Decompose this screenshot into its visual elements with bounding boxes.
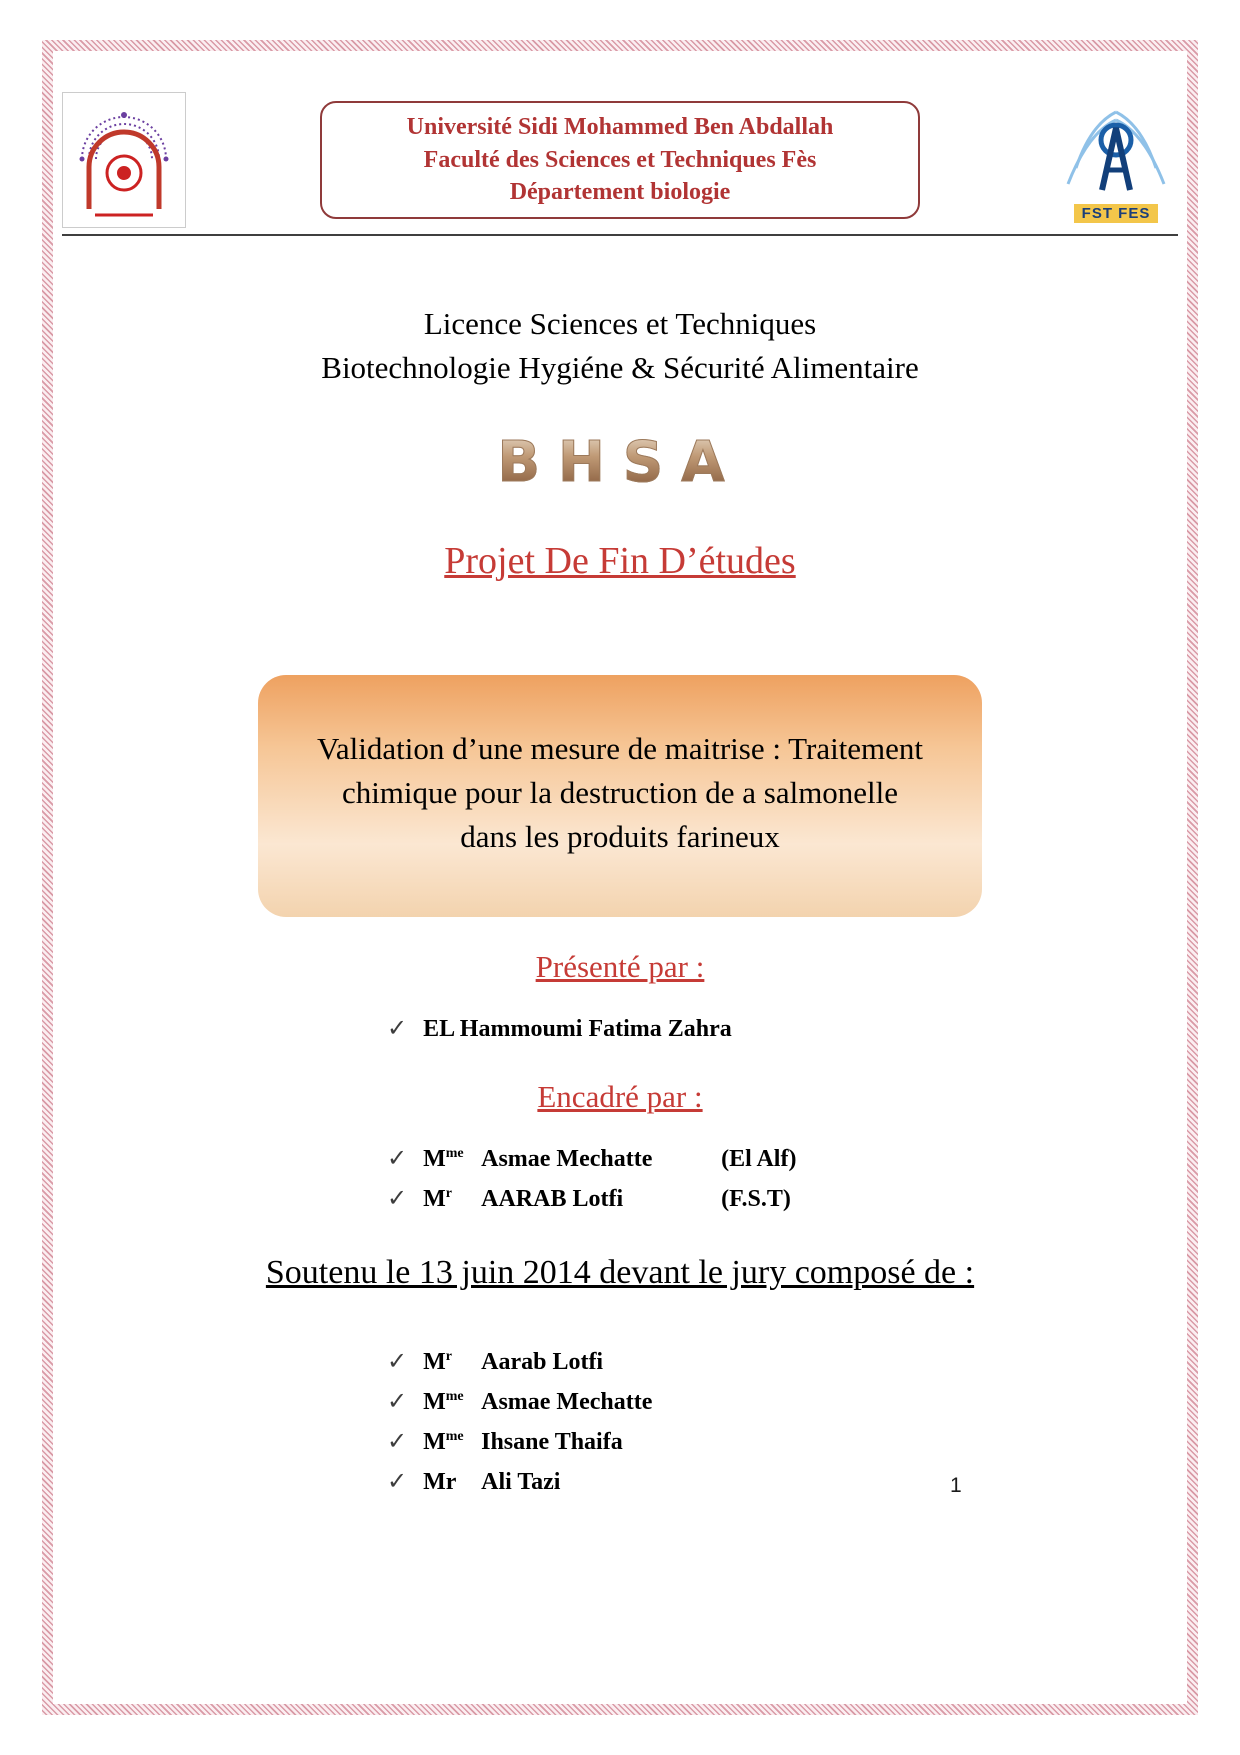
supervised-by-heading: Encadré par : — [537, 1078, 703, 1114]
subject-line1: Validation d’une mesure de maitrise : Traitement — [316, 731, 924, 767]
header — [62, 92, 1178, 228]
check-icon: ✓ — [387, 1466, 408, 1495]
subject-text — [258, 675, 982, 917]
defense-heading: Soutenu le 13 juin 2014 devant le jury composé de : — [265, 1254, 975, 1292]
university-logo — [62, 92, 186, 228]
program-block — [62, 302, 1178, 390]
person-title: $M^r$ — [423, 1185, 452, 1212]
list-item — [387, 1384, 1178, 1420]
person-name: Ali Tazi — [481, 1468, 561, 1495]
check-icon: ✓ — [387, 1014, 408, 1043]
program-acronym: BHSA — [62, 430, 1178, 495]
university-name: Université Sidi Mohammed Ben Abdallah — [406, 114, 834, 141]
header-divider — [62, 234, 1178, 236]
subject-line2: chimique pour la destruction de a salmonelle — [341, 775, 899, 811]
list-item — [387, 1141, 1178, 1177]
document-title: Projet De Fin D’études — [444, 540, 796, 583]
faculty-name: Faculté des Sciences et Techniques Fès — [423, 146, 817, 173]
person-name: EL Hammoumi Fatima Zahra — [423, 1016, 732, 1043]
university-emblem-icon — [69, 97, 179, 223]
check-icon: ✓ — [387, 1183, 408, 1212]
person-affiliation: (El Alf) — [721, 1145, 797, 1172]
person-name: Asmae Mechatte — [481, 1145, 653, 1172]
program-line1: Licence Sciences et Techniques — [423, 306, 817, 341]
subject-banner — [258, 675, 982, 917]
person-title: $M^{me}$ — [423, 1429, 464, 1456]
list-item — [387, 1011, 1178, 1047]
list-item — [387, 1464, 1178, 1500]
subject-line3: dans les produits farineux — [460, 819, 780, 855]
fst-logo — [1054, 92, 1178, 228]
person-title: $M^{me}$ — [423, 1389, 464, 1416]
page-content — [62, 92, 1178, 1504]
list-item — [387, 1181, 1178, 1217]
check-icon: ✓ — [387, 1143, 408, 1172]
list-item — [387, 1424, 1178, 1460]
person-title: $M^{me}$ — [423, 1145, 464, 1172]
institution-box — [320, 101, 920, 218]
fst-emblem-icon — [1060, 98, 1172, 202]
presented-by-heading: Présenté par : — [535, 949, 705, 985]
person-title: Mr — [423, 1468, 457, 1495]
fst-logo-label: FST FES — [1074, 204, 1159, 223]
page-number: 1 — [950, 1474, 962, 1497]
person-name: Asmae Mechatte — [481, 1389, 653, 1416]
person-title: $M^r$ — [423, 1349, 452, 1376]
check-icon: ✓ — [387, 1387, 408, 1416]
person-name: Aarab Lotfi — [481, 1349, 604, 1376]
program-line2: Biotechnologie Hygiéne & Sécurité Alimentaire — [321, 350, 919, 386]
check-icon: ✓ — [387, 1347, 408, 1376]
person-name: AARAB Lotfi — [481, 1185, 624, 1212]
department-name: Département biologie — [509, 179, 731, 206]
list-item — [387, 1344, 1178, 1380]
person-affiliation: (F.S.T) — [721, 1185, 791, 1212]
jury-list — [387, 1344, 1178, 1499]
check-icon: ✓ — [387, 1427, 408, 1456]
presented-by-list — [387, 1011, 1178, 1047]
supervised-by-list — [387, 1141, 1178, 1217]
person-name: Ihsane Thaifa — [481, 1429, 623, 1456]
